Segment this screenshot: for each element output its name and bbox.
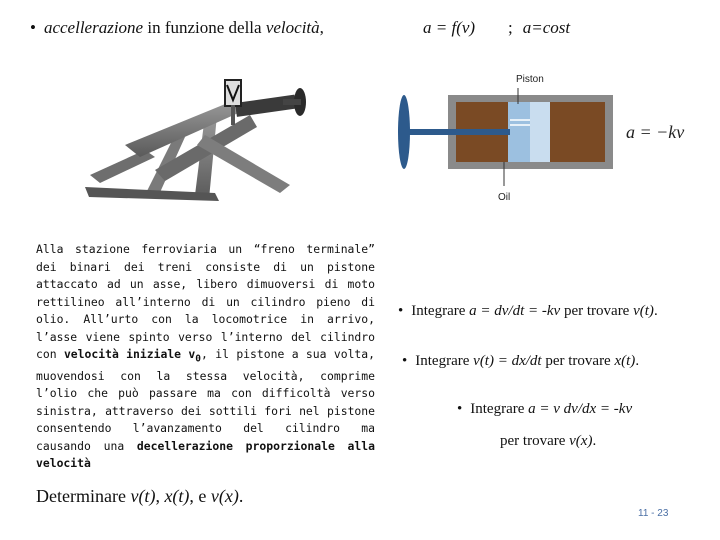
b2-end: .	[635, 353, 640, 369]
bullet-symbol: •	[457, 401, 463, 417]
task-vx: v(x)	[210, 486, 239, 506]
slide-title	[30, 18, 324, 38]
task-statement	[36, 486, 243, 507]
page-number: 11 - 23	[638, 508, 669, 519]
oil-right	[550, 102, 605, 162]
title-comma: ,	[319, 18, 324, 37]
task-vt: v(t)	[130, 486, 156, 506]
title-mid: in funzione della	[143, 18, 266, 37]
figure-equation: a = −kv	[626, 122, 685, 142]
bullet-integrate-v	[402, 353, 639, 370]
b2-target: x(t)	[614, 353, 636, 369]
equation-general: a = f(v)	[423, 18, 476, 37]
para-bold1: velocità iniziale v	[63, 347, 196, 361]
b3-text1: Integrare	[470, 401, 529, 417]
b1-target: v(t)	[633, 303, 654, 319]
b3-line2-target: v(x)	[569, 433, 593, 449]
piston-label: Piston	[516, 74, 544, 85]
piston-rod	[402, 129, 510, 135]
bullet-integrate-a-dx-line2	[500, 433, 596, 450]
task-text: Determinare	[36, 486, 131, 506]
oil-label: Oil	[498, 192, 511, 203]
title-velocity: velocità	[265, 18, 320, 37]
b1-text1: Integrare	[411, 303, 470, 319]
para-bold1-sub: 0	[195, 353, 202, 365]
piston-cylinder-diagram	[390, 70, 695, 210]
title-bullet: •	[30, 18, 36, 37]
equation-separator: ;	[508, 18, 513, 37]
task-c1: ,	[155, 486, 165, 506]
b1-end: .	[653, 303, 658, 319]
para-part1: Alla stazione ferroviaria un “freno terminale” dei binari dei treni consiste di un pistone attaccato ad un asse, libero dimuoversi di moto rettilineo all’interno di un cilindro pieno di olio. All’urto con la locomotrice in arrivo, l’asse viene spinto verso l’interno del cilindro con	[36, 242, 375, 361]
b2-text1: Integrare	[415, 353, 474, 369]
b2-text2: per trovare	[541, 353, 615, 369]
para-bold2: decellerazione proporzionale alla velocità	[36, 438, 375, 471]
railway-buffer-image	[85, 75, 340, 210]
b2-eq: v(t) = dx/dt	[473, 353, 542, 369]
task-c2: , e	[189, 486, 211, 506]
b1-eq: a = dv/dt = -kv	[469, 303, 561, 319]
description-paragraph	[36, 241, 375, 473]
para-part2: , il pistone a sua volta, muovendosi con la stessa velocità, comprime l’olio che può passare ma con difficoltà verso sinistra, attraverso dei sottili fori nel pistone consentendo l’avanzamento del cilindro ma causando una	[36, 347, 375, 453]
task-end: .	[238, 486, 244, 506]
bullet-integrate-a	[398, 303, 658, 320]
b3-eq: a = v dv/dx = -kv	[528, 401, 633, 417]
b3-line2-text: per trovare	[500, 433, 570, 449]
title-accel: accellerazione	[43, 18, 144, 37]
bullet-integrate-a-dx	[457, 401, 632, 418]
bullet-symbol: •	[398, 303, 404, 319]
equation-const-text: a=cost	[522, 18, 571, 37]
b1-text2: per trovare	[560, 303, 634, 319]
b3-line2-end: .	[592, 433, 597, 449]
bullet-symbol: •	[402, 353, 408, 369]
equation-const	[508, 18, 570, 38]
task-xt: x(t)	[164, 486, 190, 506]
